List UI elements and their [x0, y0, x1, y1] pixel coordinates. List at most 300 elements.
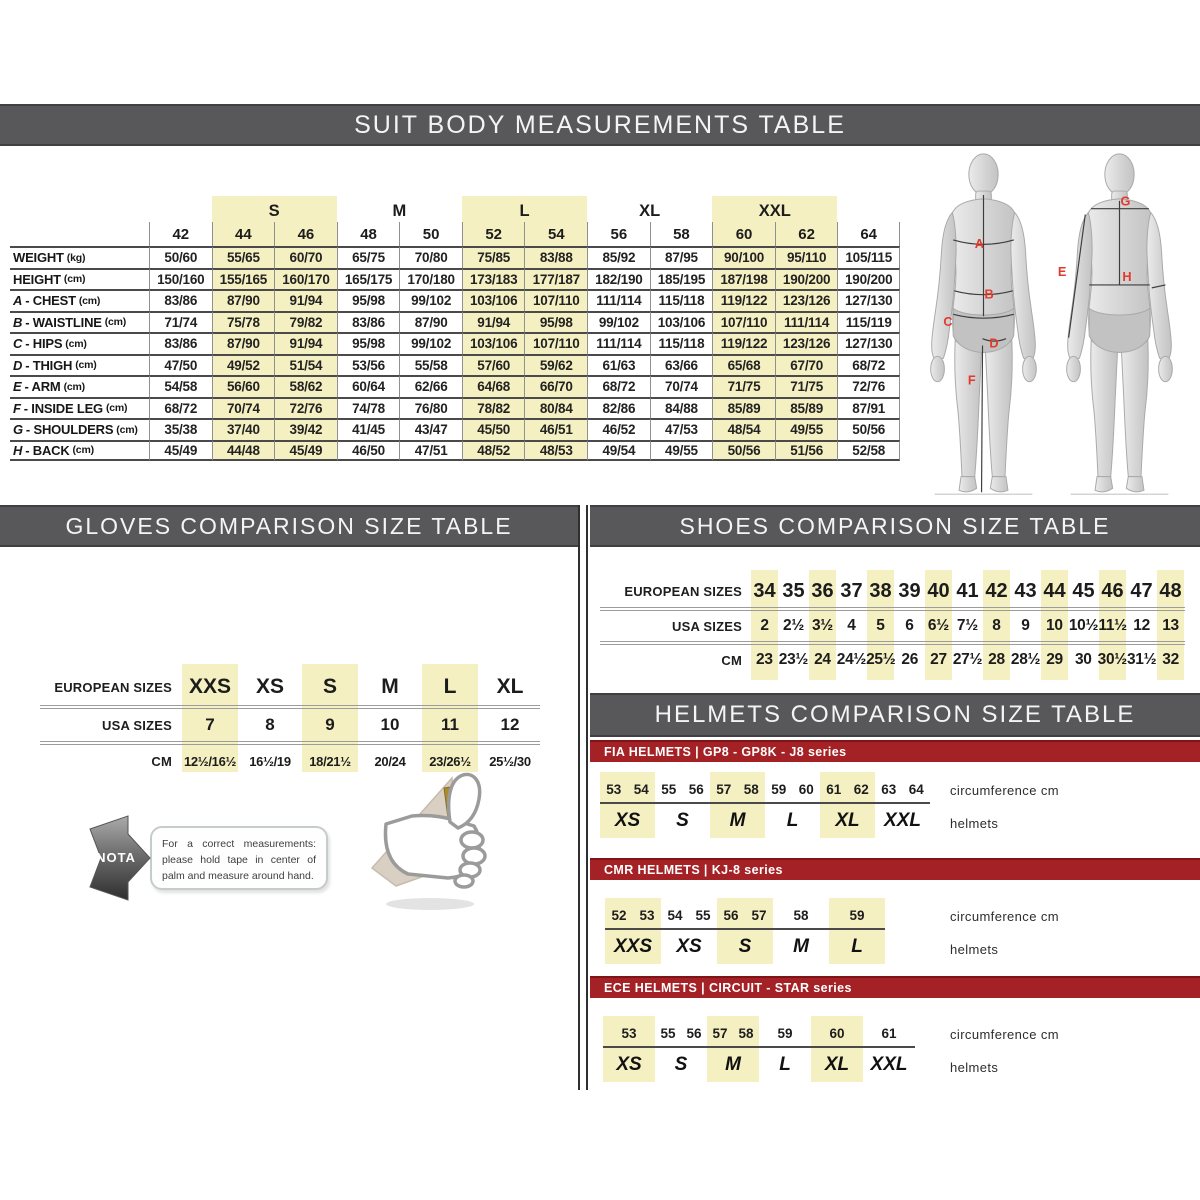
size-cell: 41: [956, 579, 979, 602]
helmets-table-title: HELMETS COMPARISON SIZE TABLE: [654, 701, 1136, 728]
suit-value-cell: 49/52: [212, 354, 275, 376]
suit-value-cell: 95/98: [524, 311, 587, 333]
helmet-size-group-XS: [661, 898, 717, 964]
size-cell: 44: [1043, 579, 1066, 602]
suit-row-label: E - ARM (cm): [10, 375, 149, 397]
suit-value-cell: 51/56: [775, 440, 838, 462]
circumference-value: 58: [738, 1026, 754, 1041]
suit-size-column-header: 64: [837, 222, 900, 246]
suit-value-cell: 83/86: [149, 332, 212, 354]
circumference-value: 55: [695, 908, 711, 923]
row-letter: C: [13, 336, 23, 352]
size-cell: 23: [756, 651, 773, 668]
size-cell: 45: [1072, 579, 1095, 602]
suit-value-cell: 155/165: [212, 268, 275, 290]
size-cell: S: [322, 675, 337, 698]
helmet-size-group-XL: [820, 772, 875, 838]
size-cell: 34: [753, 579, 776, 602]
suit-value-cell: 82/86: [587, 397, 650, 419]
helmet-size-group-S: [655, 772, 710, 838]
size-cell: 18/21½: [309, 753, 351, 769]
suit-value-cell: 55/58: [399, 354, 462, 376]
thumb-measure-icon: [356, 766, 504, 914]
row-unit: (cm): [104, 316, 127, 329]
helmets-table-title-bar: [590, 693, 1200, 737]
size-cell: 31½: [1126, 651, 1157, 668]
measure-letter-C: C: [943, 314, 953, 329]
suit-value-cell: 67/70: [775, 354, 838, 376]
gloves-table-title: GLOVES COMPARISON SIZE TABLE: [65, 512, 513, 539]
helmet-series-banner: FIA HELMETS | GP8 - GP8K - J8 series: [590, 740, 1200, 762]
helmet-size-label: S: [738, 936, 752, 957]
circumference-value: 64: [908, 782, 924, 797]
size-cell: 24½: [836, 651, 867, 668]
circumference-cm-label: circumference cm: [950, 909, 1059, 924]
suit-value-cell: 150/160: [149, 268, 212, 290]
suit-value-cell: 111/114: [587, 289, 650, 311]
separator-line: [40, 741, 540, 745]
size-cell: 36: [811, 579, 834, 602]
suit-value-cell: 85/89: [775, 397, 838, 419]
size-cell: 35: [782, 579, 805, 602]
suit-size-column-header: 44: [212, 222, 275, 246]
circumference-value: 59: [771, 782, 787, 797]
size-cell: 32: [1162, 651, 1179, 668]
suit-value-cell: 53/56: [337, 354, 400, 376]
helmet-size-label: XXL: [870, 1054, 908, 1075]
suit-value-cell: 83/86: [149, 289, 212, 311]
panel-divider-line: [578, 505, 580, 1090]
panel-divider-line: [586, 505, 588, 1090]
size-cell: 46: [1101, 579, 1124, 602]
suit-row-label: G - SHOULDERS (cm): [10, 418, 149, 440]
row-unit: (cm): [63, 380, 85, 393]
row-letter: G: [13, 422, 23, 438]
helmets-label: helmets: [950, 942, 999, 957]
circumference-values: [655, 1016, 707, 1048]
row-unit: (kg): [66, 251, 86, 264]
circumference-values: [811, 1016, 863, 1048]
shoes-table-title: SHOES COMPARISON SIZE TABLE: [679, 512, 1111, 539]
suit-value-cell: 123/126: [775, 289, 838, 311]
suit-value-cell: 83/86: [337, 311, 400, 333]
size-cell: 47: [1130, 579, 1153, 602]
suit-row-label: WEIGHT (kg): [10, 246, 149, 268]
helmet-size-label: XS: [616, 1054, 642, 1075]
row-letter: H: [13, 442, 23, 458]
size-cell: 42: [985, 579, 1008, 602]
circumference-values: [875, 772, 930, 804]
suit-value-cell: 103/106: [462, 332, 525, 354]
circumference-value: 56: [686, 1026, 702, 1041]
suit-value-cell: 74/78: [337, 397, 400, 419]
suit-value-cell: 35/38: [149, 418, 212, 440]
circumference-values: [773, 898, 829, 930]
suit-value-cell: 55/65: [212, 246, 275, 268]
suit-value-cell: 119/122: [712, 289, 775, 311]
suit-value-cell: 160/170: [274, 268, 337, 290]
suit-value-cell: 123/126: [775, 332, 838, 354]
suit-value-cell: 46/51: [524, 418, 587, 440]
row-label: CM: [151, 753, 172, 769]
suit-row-label: H - BACK (cm): [10, 440, 149, 462]
suit-value-cell: 71/75: [712, 375, 775, 397]
circumference-value: 61: [826, 782, 842, 797]
size-cell: XL: [496, 675, 524, 698]
suit-value-cell: 68/72: [837, 354, 900, 376]
suit-value-cell: 50/56: [837, 418, 900, 440]
suit-row-label: B - WAISTLINE (cm): [10, 311, 149, 333]
suit-value-cell: 111/114: [587, 332, 650, 354]
row-label: CM: [721, 652, 742, 668]
row-letter: A: [13, 293, 23, 309]
circumference-value: 62: [853, 782, 869, 797]
suit-value-cell: 107/110: [524, 289, 587, 311]
suit-row-label: HEIGHT (cm): [10, 268, 149, 290]
size-cell: 27½: [952, 651, 983, 668]
size-cell: 9: [325, 715, 335, 734]
suit-row-label: F - INSIDE LEG (cm): [10, 397, 149, 419]
suit-size-column-header: 52: [462, 222, 525, 246]
size-cell: 2: [760, 617, 769, 634]
row-letter: D: [13, 357, 23, 373]
size-cell: 28: [988, 651, 1005, 668]
suit-size-column-header: 48: [337, 222, 400, 246]
suit-measurements-table: [10, 196, 900, 461]
suit-value-cell: 72/76: [274, 397, 337, 419]
helmet-size-group-XXL: [863, 1016, 915, 1082]
shoes-row: [600, 612, 1185, 640]
suit-value-cell: 58/62: [274, 375, 337, 397]
size-cell: 28½: [1010, 651, 1041, 668]
circumference-value: 58: [793, 908, 809, 923]
helmet-size-label: XS: [614, 810, 641, 831]
size-cell: 3½: [811, 617, 833, 634]
gloves-comparison-table: [40, 670, 540, 776]
row-unit: (cm): [105, 402, 128, 415]
nota-badge: NOTA: [96, 850, 136, 865]
helmet-size-group-L: [759, 1016, 811, 1082]
suit-value-cell: 39/42: [274, 418, 337, 440]
suit-value-cell: 48/54: [712, 418, 775, 440]
suit-value-cell: 185/195: [650, 268, 713, 290]
circumference-cm-label: circumference cm: [950, 1027, 1059, 1042]
size-cell: 10: [1046, 617, 1063, 634]
suit-value-cell: 83/88: [524, 246, 587, 268]
size-cell: 39: [898, 579, 921, 602]
suit-size-group-S: S: [268, 202, 280, 220]
size-cell: 37: [840, 579, 863, 602]
suit-value-cell: 182/190: [587, 268, 650, 290]
suit-value-cell: 119/122: [712, 332, 775, 354]
suit-value-cell: 165/175: [337, 268, 400, 290]
size-cell: 10½: [1068, 617, 1099, 634]
circumference-values: [605, 898, 661, 930]
size-cell: 6: [905, 617, 914, 634]
suit-size-column-header: 60: [712, 222, 775, 246]
helmet-size-group-M: [773, 898, 829, 964]
size-cell: 16½/19: [249, 753, 291, 769]
suit-value-cell: 70/74: [650, 375, 713, 397]
row-label: USA SIZES: [672, 618, 742, 634]
suit-value-cell: 54/58: [149, 375, 212, 397]
helmet-size-group-L: [765, 772, 820, 838]
suit-size-group-XXL: XXL: [758, 202, 791, 220]
gloves-row: [40, 746, 540, 776]
size-cell: 23/26½: [429, 753, 471, 769]
suit-value-cell: 85/92: [587, 246, 650, 268]
size-cell: XS: [255, 675, 284, 698]
suit-value-cell: 111/114: [775, 311, 838, 333]
circumference-value: 58: [743, 782, 759, 797]
row-unit: (cm): [65, 337, 87, 350]
size-cell: 43: [1014, 579, 1037, 602]
suit-value-cell: 103/106: [650, 311, 713, 333]
suit-value-cell: 62/66: [399, 375, 462, 397]
size-cell: 6½: [927, 617, 949, 634]
suit-value-cell: 127/130: [837, 289, 900, 311]
helmet-size-label: XL: [835, 810, 860, 831]
suit-value-cell: 56/60: [212, 375, 275, 397]
suit-value-cell: 177/187: [524, 268, 587, 290]
helmet-size-group-XL: [811, 1016, 863, 1082]
circumference-value: 60: [798, 782, 814, 797]
size-cell: 25½: [866, 651, 896, 668]
size-cell: 9: [1021, 617, 1030, 634]
gloves-measure-note: For a correct measurements: please hold tape in center of palm and measure around hand.: [150, 826, 328, 890]
suit-value-cell: 72/76: [837, 375, 900, 397]
size-cell: 8: [265, 715, 275, 734]
size-cell: 27: [930, 651, 947, 668]
suit-value-cell: 70/74: [212, 397, 275, 419]
suit-size-column-header: 54: [524, 222, 587, 246]
suit-value-cell: 87/90: [212, 289, 275, 311]
size-cell: 26: [901, 651, 919, 668]
circumference-value: 57: [716, 782, 732, 797]
circumference-value: 63: [881, 782, 897, 797]
suit-value-cell: 170/180: [399, 268, 462, 290]
measure-letter-E: E: [1057, 264, 1067, 280]
measure-letter-G: G: [1120, 193, 1131, 209]
helmet-size-table: [600, 772, 930, 838]
helmet-size-table: [605, 898, 885, 964]
suit-size-group-M: M: [392, 202, 407, 220]
suit-size-column-header: 56: [587, 222, 650, 246]
circumference-values: [829, 898, 885, 930]
suit-value-cell: 49/55: [650, 440, 713, 462]
row-letter: F: [13, 400, 21, 416]
suit-value-cell: 47/53: [650, 418, 713, 440]
size-cell: 20/24: [374, 753, 406, 769]
suit-value-cell: 190/200: [775, 268, 838, 290]
helmet-size-label: XS: [676, 936, 702, 957]
helmet-size-label: XXL: [884, 810, 921, 831]
suit-value-cell: 41/45: [337, 418, 400, 440]
suit-table-title-bar: [0, 104, 1200, 146]
helmet-size-label: L: [779, 1054, 791, 1075]
helmets-label: helmets: [950, 1060, 999, 1075]
circumference-value: 60: [829, 1026, 845, 1041]
suit-value-cell: 65/75: [337, 246, 400, 268]
suit-value-cell: 50/56: [712, 440, 775, 462]
measure-letter-H: H: [1122, 269, 1132, 285]
row-unit: (cm): [75, 359, 97, 372]
circumference-value: 57: [712, 1026, 728, 1041]
size-cell: 25½/30: [489, 753, 531, 769]
helmet-size-table: [603, 1016, 915, 1082]
shoes-table-title-bar: [590, 505, 1200, 547]
suit-value-cell: 45/50: [462, 418, 525, 440]
size-cell: 11: [441, 715, 459, 734]
circumference-value: 56: [688, 782, 704, 797]
row-label: EUROPEAN SIZES: [624, 583, 742, 599]
helmet-size-label: XXS: [613, 936, 653, 957]
suit-value-cell: 46/50: [337, 440, 400, 462]
helmet-size-label: M: [725, 1054, 741, 1075]
suit-value-cell: 66/70: [524, 375, 587, 397]
size-cell: 29: [1046, 651, 1063, 668]
circumference-values: [707, 1016, 759, 1048]
suit-size-column-header: 46: [274, 222, 337, 246]
suit-value-cell: 87/90: [399, 311, 462, 333]
gloves-table-title-bar: [0, 505, 578, 547]
row-letter: B: [13, 314, 23, 330]
size-cell: M: [381, 675, 399, 698]
suit-value-cell: 75/78: [212, 311, 275, 333]
suit-value-cell: 64/68: [462, 375, 525, 397]
suit-value-cell: 49/55: [775, 418, 838, 440]
separator-line: [40, 705, 540, 709]
measure-letter-D: D: [989, 335, 999, 351]
suit-value-cell: 91/94: [274, 289, 337, 311]
measure-letter-F: F: [967, 372, 976, 388]
suit-value-cell: 107/110: [524, 332, 587, 354]
circumference-values: [820, 772, 875, 804]
circumference-value: 57: [751, 908, 767, 923]
suit-value-cell: 99/102: [399, 332, 462, 354]
size-cell: 30: [1074, 651, 1092, 668]
helmet-size-label: S: [676, 810, 689, 831]
suit-value-cell: 115/118: [650, 289, 713, 311]
suit-size-group-XL: XL: [639, 202, 661, 220]
suit-size-column-header: 58: [650, 222, 713, 246]
suit-row-label: A - CHEST (cm): [10, 289, 149, 311]
helmet-size-label: M: [729, 810, 746, 831]
suit-row-label: D - THIGH (cm): [10, 354, 149, 376]
suit-value-cell: 50/60: [149, 246, 212, 268]
helmet-size-group-M: [710, 772, 765, 838]
row-unit: (cm): [116, 423, 138, 436]
suit-value-cell: 95/110: [775, 246, 838, 268]
helmet-size-group-S: [717, 898, 773, 964]
circumference-values: [759, 1016, 811, 1048]
suit-value-cell: 44/48: [212, 440, 275, 462]
suit-size-column-header: 62: [775, 222, 838, 246]
size-cell: 23½: [778, 651, 809, 668]
suit-value-cell: 173/183: [462, 268, 525, 290]
measure-letter-B: B: [984, 286, 994, 302]
suit-value-cell: 95/98: [337, 289, 400, 311]
helmet-series-banner: CMR HELMETS | KJ-8 series: [590, 858, 1200, 880]
suit-table-title: SUIT BODY MEASUREMENTS TABLE: [354, 110, 846, 139]
circumference-values: [603, 1016, 655, 1048]
suit-value-cell: 87/90: [212, 332, 275, 354]
suit-value-cell: 61/63: [587, 354, 650, 376]
shoes-row: [600, 576, 1185, 606]
size-cell: 5: [876, 617, 885, 634]
suit-value-cell: 107/110: [712, 311, 775, 333]
suit-value-cell: 87/95: [650, 246, 713, 268]
size-cell: 38: [869, 579, 892, 602]
measure-letter-A: A: [974, 235, 984, 251]
suit-value-cell: 47/50: [149, 354, 212, 376]
shoes-row: [600, 646, 1185, 674]
suit-value-cell: 91/94: [462, 311, 525, 333]
size-cell: 13: [1162, 617, 1179, 634]
size-cell: 4: [847, 617, 856, 634]
helmet-size-group-XXS: [605, 898, 661, 964]
circumference-value: 61: [881, 1026, 897, 1041]
circumference-values: [661, 898, 717, 930]
suit-value-cell: 187/198: [712, 268, 775, 290]
helmets-label: helmets: [950, 816, 999, 831]
circumference-value: 56: [723, 908, 739, 923]
suit-value-cell: 80/84: [524, 397, 587, 419]
circumference-value: 52: [611, 908, 627, 923]
suit-value-cell: 84/88: [650, 397, 713, 419]
circumference-values: [765, 772, 820, 804]
suit-value-cell: 90/100: [712, 246, 775, 268]
suit-value-cell: 63/66: [650, 354, 713, 376]
circumference-value: 53: [606, 782, 622, 797]
shoes-comparison-table: [600, 576, 1185, 674]
helmet-size-label: XL: [824, 1054, 850, 1075]
suit-value-cell: 43/47: [399, 418, 462, 440]
size-cell: 2½: [783, 617, 804, 634]
helmet-size-group-S: [655, 1016, 707, 1082]
circumference-value: 59: [777, 1026, 793, 1041]
suit-value-cell: 45/49: [274, 440, 337, 462]
row-unit: (cm): [63, 273, 86, 286]
size-cell: 48: [1159, 579, 1182, 602]
suit-value-cell: 91/94: [274, 332, 337, 354]
suit-row-label: C - HIPS (cm): [10, 332, 149, 354]
suit-value-cell: 57/60: [462, 354, 525, 376]
suit-value-cell: 71/75: [775, 375, 838, 397]
suit-value-cell: 99/102: [587, 311, 650, 333]
suit-size-column-header: 50: [399, 222, 462, 246]
circumference-values: [863, 1016, 915, 1048]
suit-value-cell: 71/74: [149, 311, 212, 333]
suit-value-cell: 76/80: [399, 397, 462, 419]
size-cell: 7½: [956, 617, 978, 634]
circumference-values: [710, 772, 765, 804]
body-figure-back: [1052, 150, 1187, 502]
suit-value-cell: 52/58: [837, 440, 900, 462]
helmet-size-group-L: [829, 898, 885, 964]
size-cell: L: [443, 675, 457, 698]
circumference-cm-label: circumference cm: [950, 783, 1059, 798]
suit-value-cell: 85/89: [712, 397, 775, 419]
helmet-size-group-XXL: [875, 772, 930, 838]
circumference-values: [600, 772, 655, 804]
suit-value-cell: 60/70: [274, 246, 337, 268]
suit-value-cell: 48/53: [524, 440, 587, 462]
gloves-row: [40, 710, 540, 740]
circumference-value: 59: [849, 908, 865, 923]
suit-value-cell: 47/51: [399, 440, 462, 462]
row-label: EUROPEAN SIZES: [54, 679, 172, 695]
